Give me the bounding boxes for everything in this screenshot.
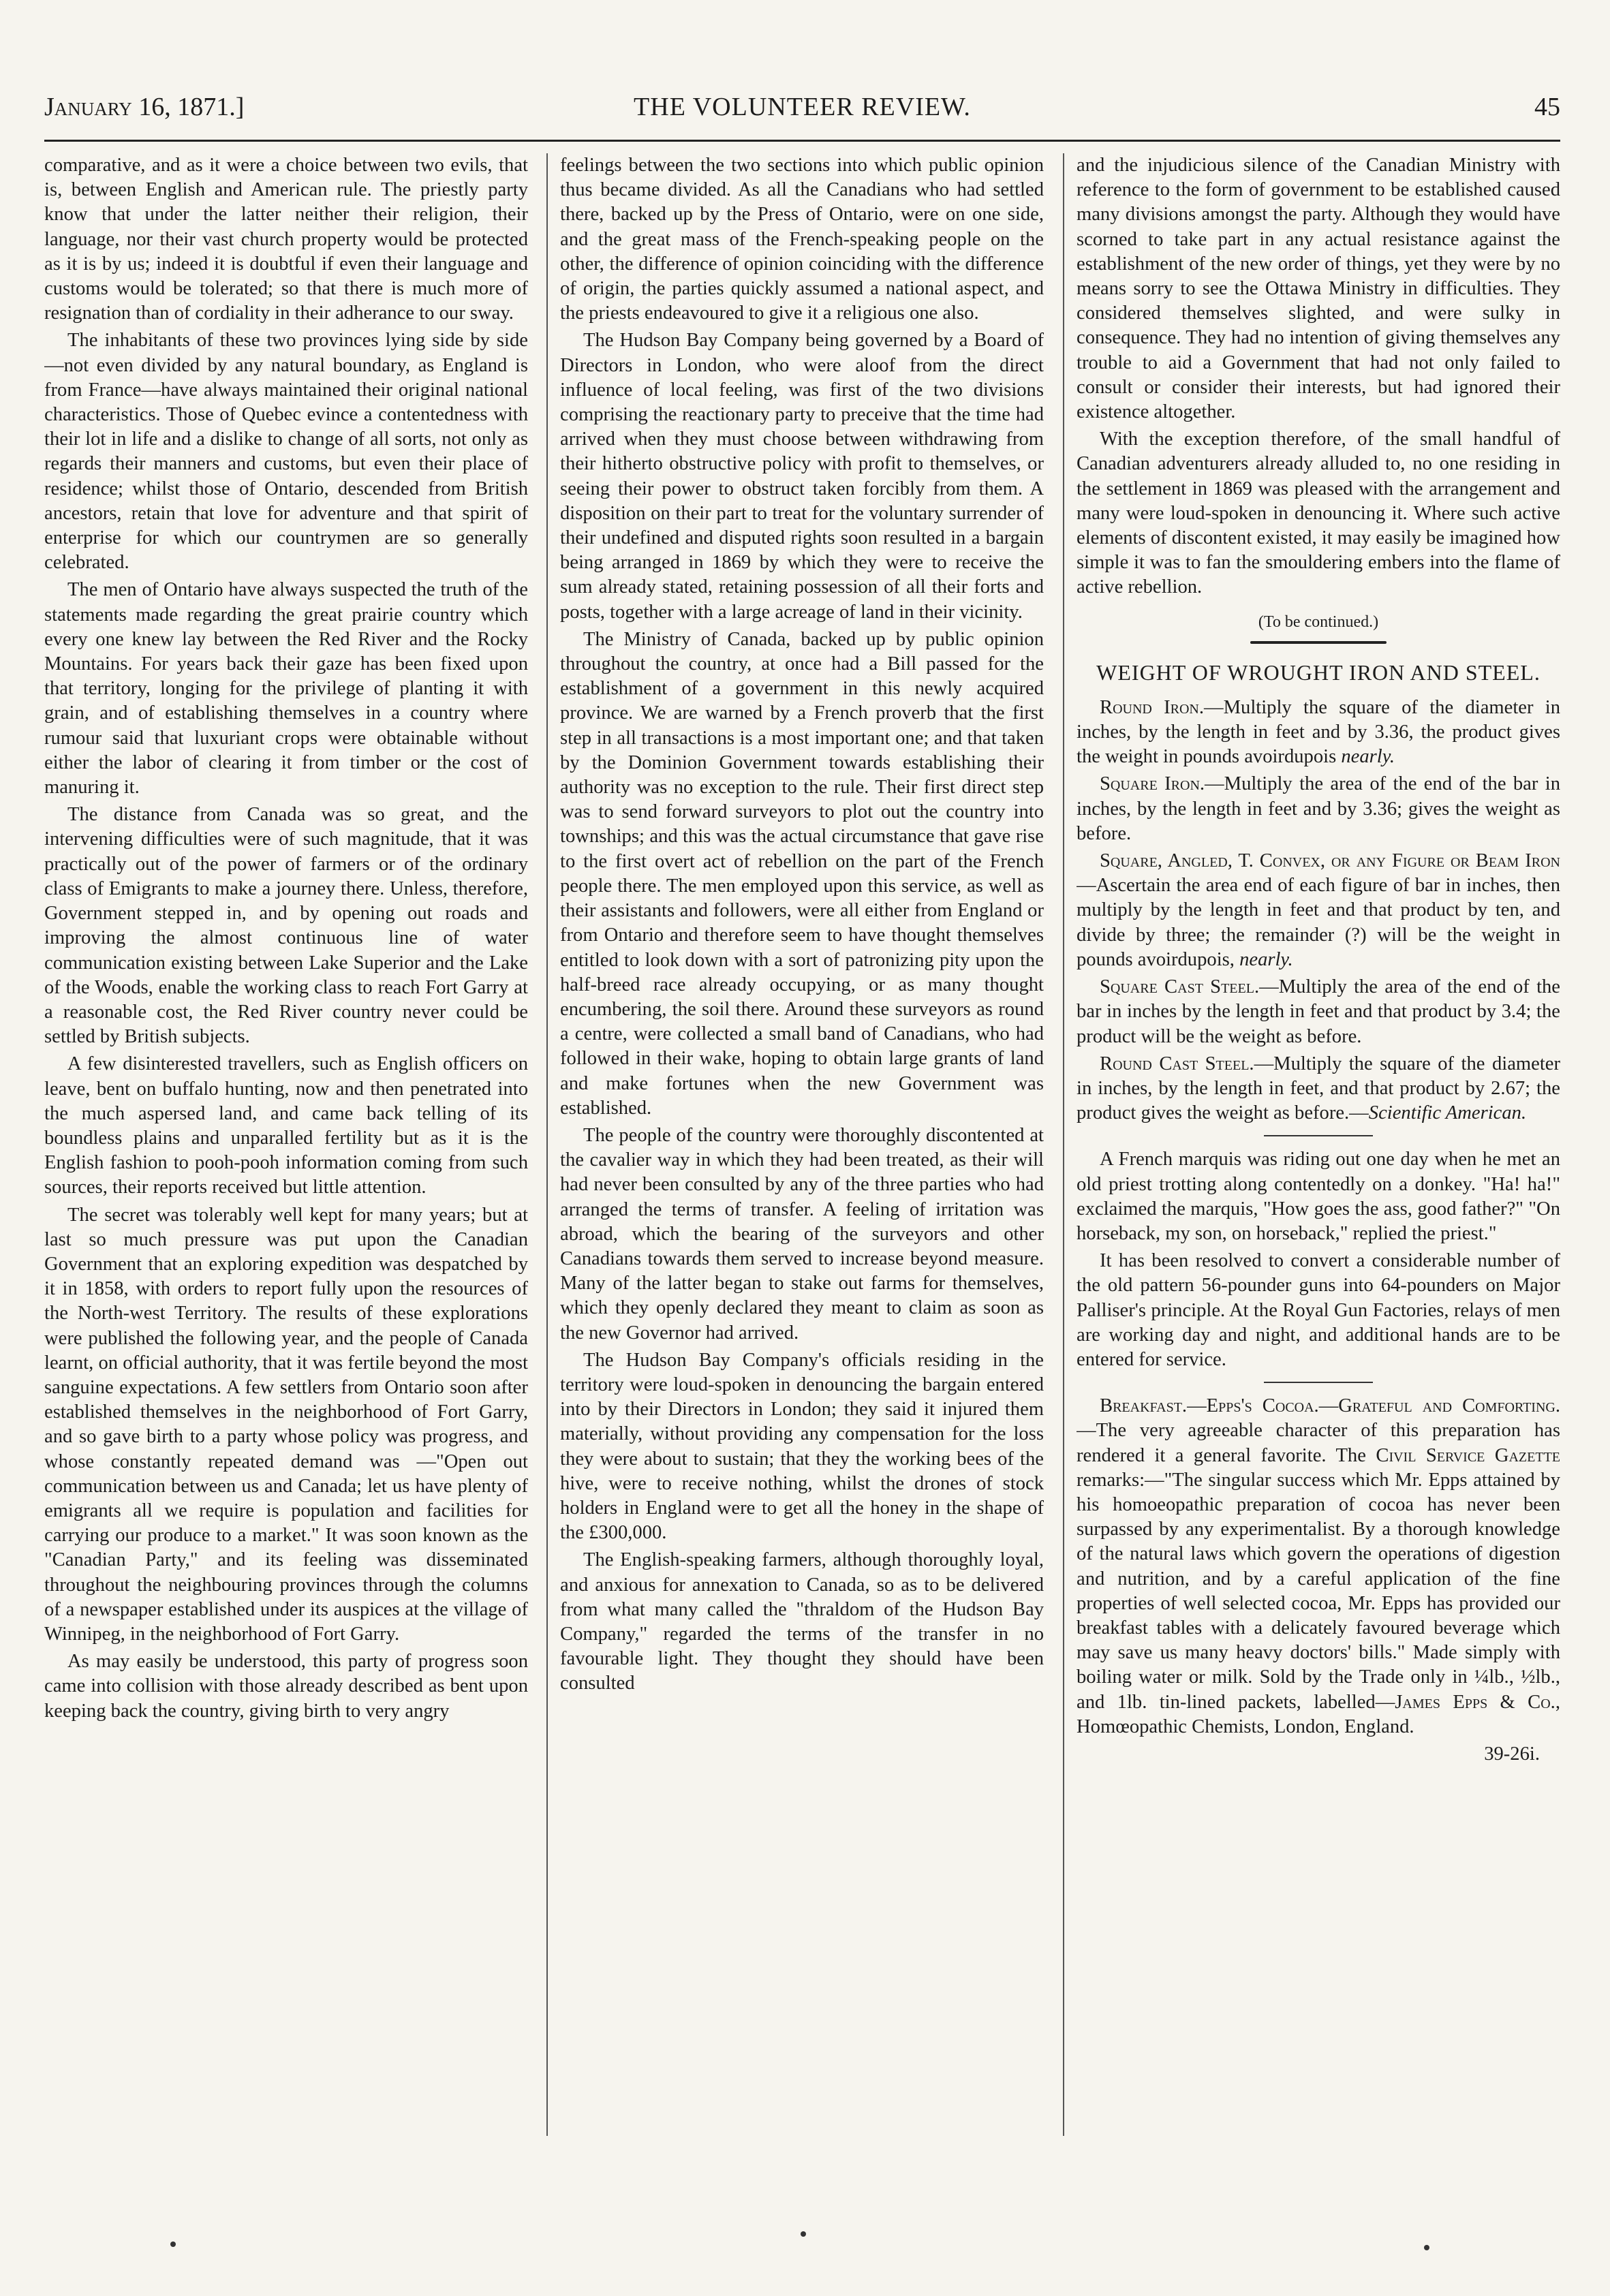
col2-paragraph-3: The Ministry of Canada, backed up by public opinion throughout the country, at once had a Bill passed for the establishment of a government in this newly acquired province. We are warned by a French proverb that the first step in all transactions is a most important one; and that taken by the Dominion Government towards establishing their authority was no exception to the rule. Their first direct step was to send forward surveyors to plot out the country into townships; and this was the actual circumstance that gave rise to the first overt act of rebellion on the part of the French people there. The men employed upon this service, as well as their assistants and followers, were all either from England or from Ontario and therefore seem to have thought themselves entitled to look down with a sort of patronizing pity upon the half-breed race already occupying, or as many thought encumbering, the soil there. Around these surveyors as round a centre, were collected a small band of Canadians, who had followed in their wake, hoping to obtain large grants of land and make fortunes when the new Government was established. [560,628,1044,1119]
round-iron-text: —Multiply the square of the diameter in inches, by the length in feet and by 3.36, the product gives the weight in pounds avoirdupois [1077,696,1560,768]
issue-date: January 16, 1871.] [44,93,245,121]
page-number: 45 [1534,93,1560,121]
square-iron-label: Square Iron. [1100,773,1205,795]
round-steel-text: —Multiply the square of the diameter in inches, by the length in feet, and that product by 2.67; the product gives the weight as before.— [1077,1053,1560,1124]
col1-paragraph-2: The inhabitants of these two provinces lying side by side—not even divided by any natural boundary, as England is from France—have always maintained their original national characteristics. Those of Quebec evince a contentedness with their lot in life and a dislike to change of all sorts, not only as regards their manners and customs, but even their place of residence; whilst those of Ontario, descended from British ancestors, retain that love for adventure and that spirit of enterprise for which our countrymen are so generally celebrated. [44,330,528,574]
marquis-paragraph: A French marquis was riding out one day when he met an old priest trotting along contentedly on a donkey. "Ha! ha!" exclaimed the marquis, "How goes the ass, good father?" "On horseback, my son, on horseback," replied the priest." [1077,1149,1560,1244]
print-speck [1424,2245,1429,2250]
epps-text-1: —The very agreeable character of this preparation has rendered it a general favorite. The [1077,1420,1560,1466]
col3-paragraph-1: and the injudicious silence of the Canadian Ministry with reference to the form of government to be established caused many divisions amongst the party. Although they would have scorned to take part in any actual resistance against the establishment of the new order of things, yet they were by no means sorry to see the Ottawa Ministry in difficulties. They considered themselves slighted, and were sulky in consequence. They had no intention of giving themselves any trouble to aid a Government that had not only failed to consult or consider their interests, but had ignored their existence altogether. [1077,155,1560,423]
col1-paragraph-3: The men of Ontario have always suspected the truth of the statements made regarding the great prairie country which every one knew lay between the Red River and the Rocky Mountains. For years back their gaze has been fixed upon that territory, longing for the privilege of planting it with grain, and of establishing themselves in a country where rumour said that luxuriant crops were obtainable without either the labor of clearing it from timber or the cost of manuring it. [44,579,528,798]
round-steel-paragraph [1077,1052,1560,1126]
round-iron-label: Round Iron. [1100,696,1205,718]
square-iron-text: —Multiply the area of the end of the bar in inches, by the length in feet and by 3.36; gives the weight as before. [1077,773,1560,844]
round-steel-source: Scientific American. [1368,1102,1527,1124]
square-steel-label: Square Cast Steel. [1100,976,1260,998]
col3-paragraph-2: With the exception therefore, of the small handful of Canadian adventurers already alluded to, no one residing in the settlement in 1869 was pleased with the arrangement and many were loud-spoken in denouncing it. Where such active elements of discontent existed, it may easily be imagined how simple it was to fan the smouldering embers into the flame of active rebellion. [1077,429,1560,598]
column-rule-left [546,153,548,2136]
col1-paragraph-4: The distance from Canada was so great, and the intervening difficulties were of such magnitude, that it was practically out of the power of farmers or of the ordinary class of Emigrants to make a journey there. Unless, therefore, Government stepped in, and by opening out roads and improving the almost continuous line of water communication existing between Lake Superior and the Lake of the Woods, enable the working class to reach Fort Garry at a reasonable cost, the Red River country never could be settled by British subjects. [44,804,528,1048]
col1-paragraph-5: A few disinterested travellers, such as English officers on leave, bent on buffalo hunting, now and then penetrated into the much aspersed land, and came back telling of its boundless plains and unparalled fertility but as it is the English fashion to pooh-pooh information coming from such sources, their reports received but little attention. [44,1053,528,1198]
angled-iron-text: —Ascertain the area end of each figure of bar in inches, then multiply by the length in feet and that product by ten, and divide by three; the remainder (?) will be the weight in pounds avoirdupois, [1077,875,1560,970]
epps-gazette: Civil Service Gazette [1376,1444,1560,1466]
epps-text-3: , Homœopathic Chemists, London, England. [1077,1691,1560,1737]
epps-label: Breakfast.—Epps's Cocoa.—Grateful and Comforting. [1100,1395,1560,1417]
angled-iron-nearly: nearly. [1239,948,1293,970]
column-rule-right [1063,153,1064,2136]
epps-code: 39-26i. [1484,1743,1540,1765]
angled-iron-paragraph [1077,849,1560,972]
col1-paragraph-1: comparative, and as it were a choice between two evils, that is, between English and American rule. The priestly party know that under the latter neither their religion, their language, nor their vast church property would be protected as it is by us; indeed it is doubtful if even their language and customs would be tolerated; so that there is much more of resignation than of cordiality in their adherance to our sway. [44,155,528,324]
col1-paragraph-6: The secret was tolerably well kept for many years; but at last so much pressure was put upon the Canadian Government that an exploring expedition was despatched by it in 1858, with orders to report fully upon the resources of the North-west Territory. The results of these explorations were published the following year, and the people of Canada learnt, on official authority, that it was fertile beyond the most sanguine expectations. A few settlers from Ontario soon after established themselves in the neighborhood of Fort Garry, and so gave birth to a party whose policy was progress, and whose constantly repeated demand was —"Open out communication between us and Canada; let us have plenty of emigrants all we require is population and facilities for carrying our produce to a market." It was soon known as the "Canadian Party," and its feeling was disseminated throughout the neighbouring provinces through the columns of a newspaper established under its auspices at the village of Winnipeg, in the neighborhood of Fort Garry. [44,1204,528,1645]
epps-advertisement [1077,1394,1560,1739]
print-speck [801,2231,806,2237]
print-speck [170,2241,176,2247]
col1-paragraph-7: As may easily be understood, this party of progress soon came into collision with those already described as bent upon keeping back the country, giving birth to very angry [44,1651,528,1722]
round-iron-paragraph [1077,696,1560,770]
epps-maker: James Epps & Co. [1395,1691,1555,1713]
round-iron-nearly: nearly. [1341,746,1395,768]
round-steel-label: Round Cast Steel. [1100,1053,1254,1074]
column-1 [44,153,528,2204]
guns-paragraph: It has been resolved to convert a considerable number of the old pattern 56-pounder guns into 64-pounders on Major Palliser's principle. At the Royal Gun Factories, relays of men are working day and night, and additional hands are to be entered for service. [1077,1250,1560,1370]
article-heading: WEIGHT OF WROUGHT IRON AND STEEL. [1096,660,1541,685]
short-divider-2 [1264,1382,1373,1383]
section-divider [1250,641,1387,644]
short-divider-1 [1264,1135,1373,1136]
column-2 [560,153,1044,2204]
continued-note: (To be continued.) [1258,612,1379,631]
col2-paragraph-5: The Hudson Bay Company's officials residing in the territory were loud-spoken in denouncing the bargain entered into by their Directors in London; they said it injured them materially, without providing any compensation for the loss they were about to sustain; that they the working bees of the hive, were to receive nothing, whilst the drones of stock holders in England were to get all the honey in the shape of the £300,000. [560,1349,1044,1544]
square-steel-text: —Multiply the area of the end of the bar in inches by the length in feet and that product by 3.4; the product will be the weight as before. [1077,976,1560,1047]
masthead [44,92,1560,133]
square-steel-paragraph [1077,975,1560,1049]
column-3 [1077,153,1560,2204]
publication-title: THE VOLUNTEER REVIEW. [634,93,971,121]
col2-paragraph-1: feelings between the two sections into which public opinion thus became divided. As all the Canadians who had settled there, backed up by the Press of Ontario, were on one side, and the great mass of the French-speaking people on the other, the difference of opinion coinciding with the difference of origin, the parties quickly assumed a national aspect, and the priests endeavoured to give it a religious one also. [560,155,1044,324]
square-iron-paragraph [1077,772,1560,846]
col2-paragraph-2: The Hudson Bay Company being governed by a Board of Directors in London, who were aloof from the direct influence of local feeling, was first of the two divisions comprising the reactionary party to preceive that the time had arrived when they must choose between withdrawing from their hitherto obstructive policy with profit to themselves, or seeing their power to obstruct taken forcibly from them. A disposition on their part to treat for the voluntary surrender of their undefined and disputed rights soon resulted in a bargain being arranged in 1869 by which they were to receive the sum already stated, retaining possession of all their forts and posts, together with a large acreage of land in their vicinity. [560,330,1044,623]
masthead-rule [44,140,1560,142]
col2-paragraph-6: The English-speaking farmers, although thoroughly loyal, and anxious for annexation to Canada, so as to be delivered from what many called the "thraldom of the Hudson Bay Company," regarded the terms of the transfer in no favourable light. They thought they should have been consulted [560,1549,1044,1694]
col2-paragraph-4: The people of the country were thoroughly discontented at the cavalier way in which they had been treated, as their will had never been consulted by any of the three parties who had arranged the terms of transfer. A feeling of irritation was abroad, which the bearing of the surveyors and other Canadians towards them served to increase beyond measure. Many of the latter began to stake out farms for themselves, which they openly declared they meant to claim as soon as the new Governor had arrived. [560,1124,1044,1344]
epps-text-2: remarks:—"The singular success which Mr. Epps attained by his homoeopathic preparation of cocoa has never been surpassed by any experimentalist. By a thorough knowledge of the natural laws which govern the operations of digestion and nutrition, and by a careful application of the fine properties of well selected cocoa, Mr. Epps has provided our breakfast tables with a delicately favoured beverage which may save us many heavy doctors' bills." Made simply with boiling water or milk. Sold by the Trade only in ¼lb., ½lb., and 1lb. tin-lined packets, labelled— [1077,1469,1560,1713]
angled-iron-label: Square, Angled, T. Convex, or any Figure or Beam Iron [1100,850,1560,872]
